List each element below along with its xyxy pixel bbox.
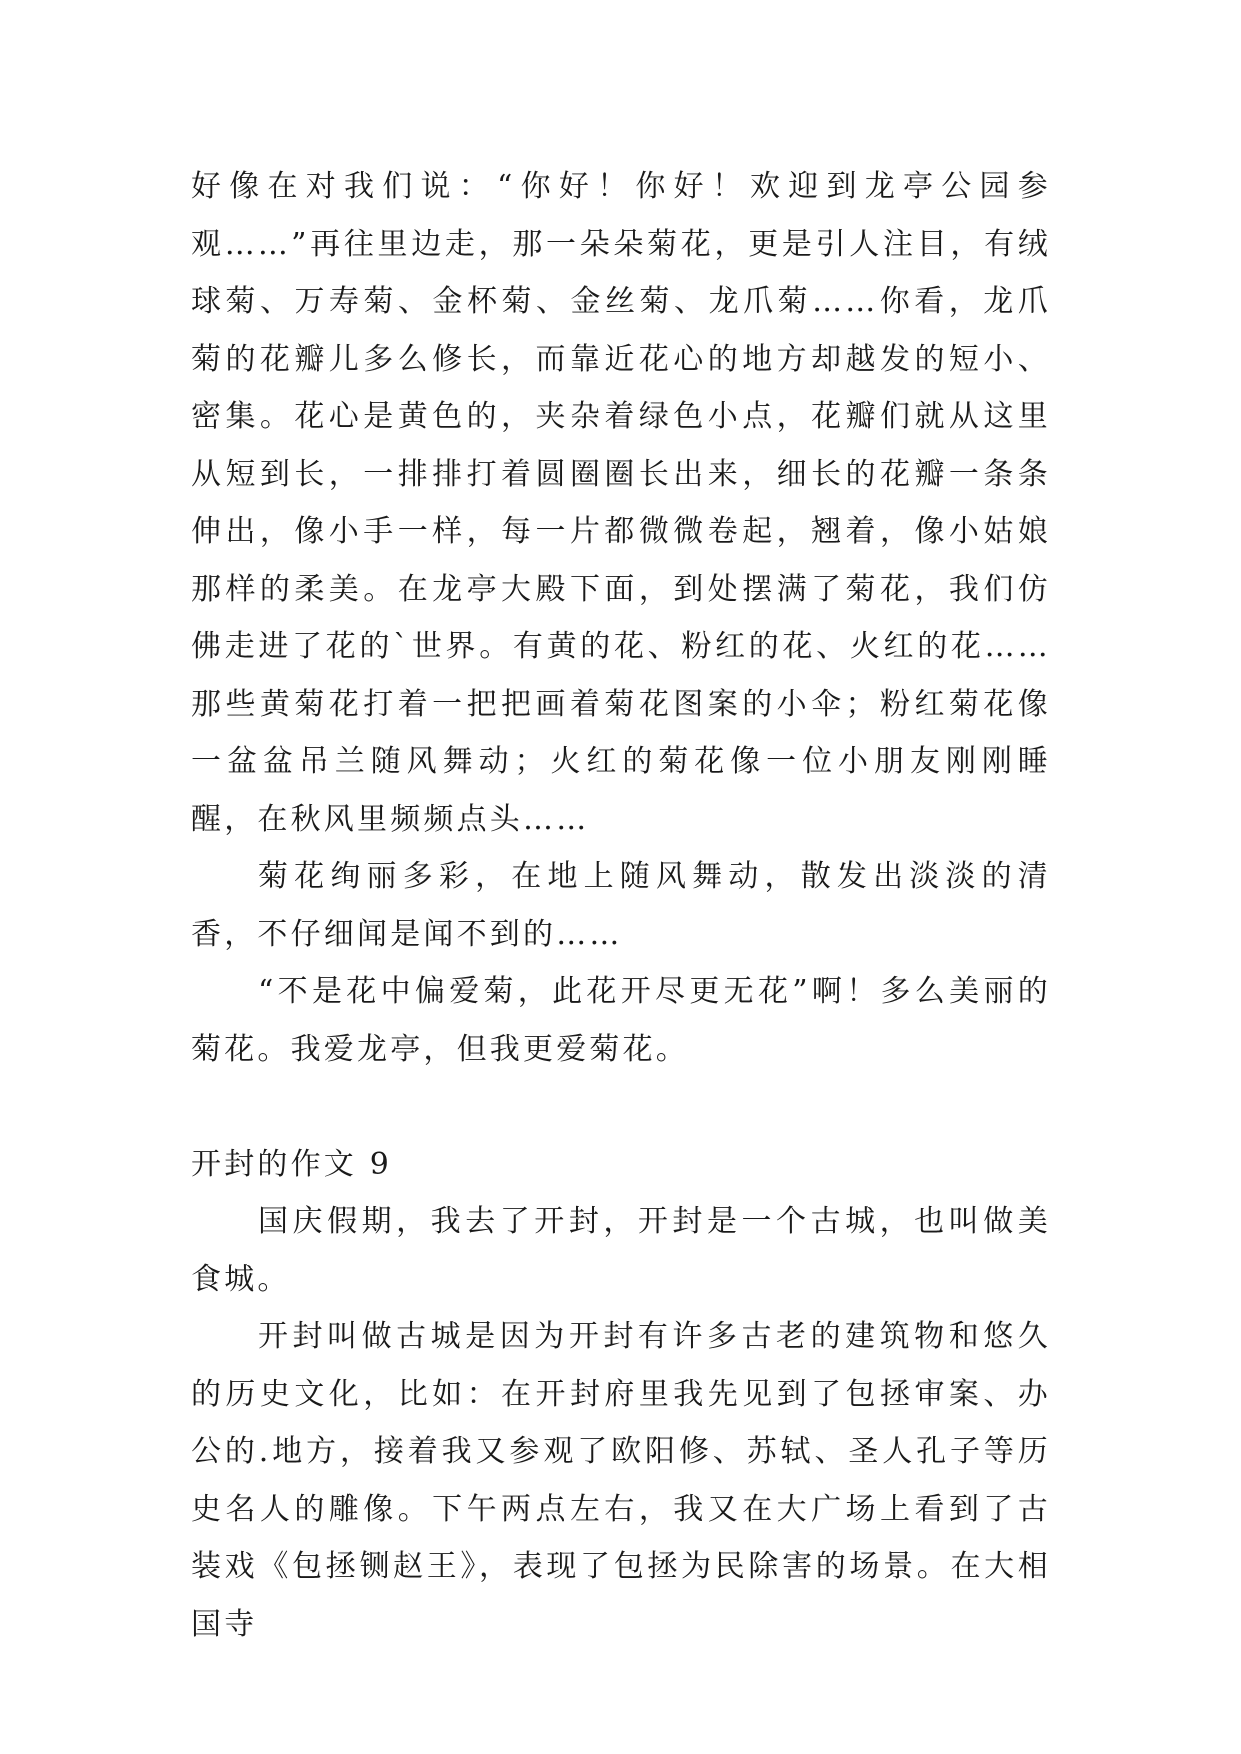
paragraph: 菊花绚丽多彩，在地上随风舞动，散发出淡淡的清香，不仔细闻是闻不到的……	[191, 859, 1051, 952]
blank-line	[191, 1078, 1051, 1136]
text-column	[191, 158, 1051, 1653]
paragraph: 国庆假期，我去了开封，开封是一个古城，也叫做美食城。	[191, 1204, 1051, 1297]
paragraph: 开封叫做古城是因为开封有许多古老的建筑物和悠久的历史文化，比如：在开封府里我先见到了包拯审案、办公的.地方，接着我又参观了欧阳修、苏轼、圣人孔子等历史名人的雕像。下午两点左右，我又在大广场上看到了古装戏《包拯铡赵王》，表现了包拯为民除害的场景。在大相国寺	[191, 1319, 1051, 1642]
paragraph: “不是花中偏爱菊，此花开尽更无花”啊！多么美丽的菊花。我爱龙亭，但我更爱菊花。	[191, 974, 1051, 1067]
section-heading: 开封的作文 9	[191, 1146, 393, 1182]
paragraph-continued: 好像在对我们说：“你好！你好！欢迎到龙亭公园参观……”再往里边走，那一朵朵菊花，更是引人注目，有绒球菊、万寿菊、金杯菊、金丝菊、龙爪菊……你看，龙爪菊的花瓣儿多么修长，而靠近花心的地方却越发的短小、密集。花心是黄色的，夹杂着绿色小点，花瓣们就从这里从短到长，一排排打着圆圈圈长出来，细长的花瓣一条条伸出，像小手一样，每一片都微微卷起，翘着，像小姑娘那样的柔美。在龙亭大殿下面，到处摆满了菊花，我们仿佛走进了花的`世界。有黄的花、粉红的花、火红的花……那些黄菊花打着一把把画着菊花图案的小伞；粉红菊花像一盆盆吊兰随风舞动；火红的菊花像一位小朋友刚刚睡醒，在秋风里频频点头……	[191, 169, 1051, 837]
